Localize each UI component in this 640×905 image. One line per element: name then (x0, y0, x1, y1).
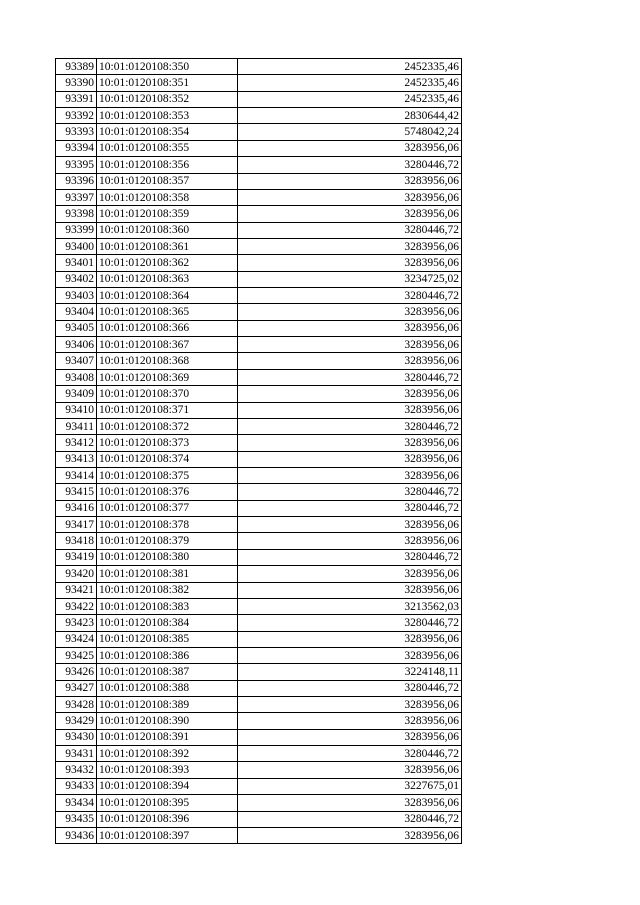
table-row (56, 517, 462, 533)
row-number-cell: 93435 (56, 811, 97, 827)
cadastral-number-cell: 10:01:0120108:388 (97, 680, 238, 696)
cadastral-number-cell: 10:01:0120108:394 (97, 778, 238, 794)
value-cell: 3283956,06 (238, 140, 462, 156)
value-cell: 3280446,72 (238, 418, 462, 434)
value-cell: 3283956,06 (238, 173, 462, 189)
row-number-cell: 93418 (56, 533, 97, 549)
cadastral-number-cell: 10:01:0120108:367 (97, 337, 238, 353)
cadastral-number-cell: 10:01:0120108:352 (97, 91, 238, 107)
cadastral-number-cell: 10:01:0120108:365 (97, 304, 238, 320)
cadastral-number-cell: 10:01:0120108:384 (97, 615, 238, 631)
row-number-cell: 93432 (56, 762, 97, 778)
value-cell: 3280446,72 (238, 157, 462, 173)
row-number-cell: 93412 (56, 435, 97, 451)
table-row (56, 729, 462, 745)
cadastral-number-cell: 10:01:0120108:396 (97, 811, 238, 827)
row-number-cell: 93428 (56, 697, 97, 713)
row-number-cell: 93417 (56, 517, 97, 533)
value-cell: 3280446,72 (238, 484, 462, 500)
table-row (56, 288, 462, 304)
cadastral-number-cell: 10:01:0120108:391 (97, 729, 238, 745)
row-number-cell: 93409 (56, 386, 97, 402)
cadastral-number-cell: 10:01:0120108:393 (97, 762, 238, 778)
cadastral-number-cell: 10:01:0120108:356 (97, 157, 238, 173)
table-row (56, 157, 462, 173)
row-number-cell: 93411 (56, 418, 97, 434)
value-cell: 3283956,06 (238, 467, 462, 483)
value-cell: 3283956,06 (238, 206, 462, 222)
value-cell: 3280446,72 (238, 222, 462, 238)
value-cell: 3283956,06 (238, 386, 462, 402)
cadastral-number-cell: 10:01:0120108:395 (97, 795, 238, 811)
cadastral-number-cell: 10:01:0120108:381 (97, 566, 238, 582)
value-cell: 3283956,06 (238, 827, 462, 843)
row-number-cell: 93393 (56, 124, 97, 140)
cadastral-number-cell: 10:01:0120108:358 (97, 189, 238, 205)
row-number-cell: 93413 (56, 451, 97, 467)
table-row (56, 435, 462, 451)
value-cell: 3283956,06 (238, 582, 462, 598)
row-number-cell: 93392 (56, 108, 97, 124)
value-cell: 3234725,02 (238, 271, 462, 287)
cadastral-number-cell: 10:01:0120108:360 (97, 222, 238, 238)
row-number-cell: 93423 (56, 615, 97, 631)
table-row (56, 615, 462, 631)
value-cell: 3227675,01 (238, 778, 462, 794)
table-row (56, 451, 462, 467)
cadastral-number-cell: 10:01:0120108:377 (97, 500, 238, 516)
table-body (56, 59, 462, 844)
value-cell: 3280446,72 (238, 288, 462, 304)
row-number-cell: 93414 (56, 467, 97, 483)
cadastral-number-cell: 10:01:0120108:382 (97, 582, 238, 598)
table-row (56, 549, 462, 565)
value-cell: 3280446,72 (238, 549, 462, 565)
table-row (56, 418, 462, 434)
row-number-cell: 93403 (56, 288, 97, 304)
row-number-cell: 93430 (56, 729, 97, 745)
table-row (56, 811, 462, 827)
cadastral-number-cell: 10:01:0120108:371 (97, 402, 238, 418)
value-cell: 3283956,06 (238, 647, 462, 663)
cadastral-number-cell: 10:01:0120108:359 (97, 206, 238, 222)
table-row (56, 631, 462, 647)
value-cell: 3283956,06 (238, 435, 462, 451)
data-table (55, 58, 462, 844)
row-number-cell: 93391 (56, 91, 97, 107)
table-row (56, 271, 462, 287)
table-row (56, 304, 462, 320)
cadastral-number-cell: 10:01:0120108:379 (97, 533, 238, 549)
value-cell: 3280446,72 (238, 500, 462, 516)
table-row (56, 778, 462, 794)
table-row (56, 75, 462, 91)
cadastral-number-cell: 10:01:0120108:386 (97, 647, 238, 663)
table-row (56, 795, 462, 811)
cadastral-number-cell: 10:01:0120108:369 (97, 369, 238, 385)
value-cell: 3283956,06 (238, 729, 462, 745)
row-number-cell: 93396 (56, 173, 97, 189)
value-cell: 3283956,06 (238, 762, 462, 778)
row-number-cell: 93421 (56, 582, 97, 598)
value-cell: 3283956,06 (238, 189, 462, 205)
value-cell: 3280446,72 (238, 369, 462, 385)
table-row (56, 337, 462, 353)
row-number-cell: 93404 (56, 304, 97, 320)
cadastral-number-cell: 10:01:0120108:390 (97, 713, 238, 729)
cadastral-number-cell: 10:01:0120108:368 (97, 353, 238, 369)
value-cell: 3283956,06 (238, 451, 462, 467)
table-row (56, 59, 462, 75)
table-row (56, 124, 462, 140)
table-row (56, 647, 462, 663)
table-row (56, 108, 462, 124)
row-number-cell: 93410 (56, 402, 97, 418)
cadastral-number-cell: 10:01:0120108:373 (97, 435, 238, 451)
cadastral-number-cell: 10:01:0120108:362 (97, 255, 238, 271)
table-row (56, 582, 462, 598)
table-row (56, 91, 462, 107)
row-number-cell: 93419 (56, 549, 97, 565)
row-number-cell: 93405 (56, 320, 97, 336)
value-cell: 3283956,06 (238, 353, 462, 369)
row-number-cell: 93415 (56, 484, 97, 500)
table-row (56, 320, 462, 336)
row-number-cell: 93426 (56, 664, 97, 680)
cadastral-number-cell: 10:01:0120108:370 (97, 386, 238, 402)
table-row (56, 386, 462, 402)
table-row (56, 140, 462, 156)
row-number-cell: 93431 (56, 746, 97, 762)
cadastral-number-cell: 10:01:0120108:380 (97, 549, 238, 565)
row-number-cell: 93408 (56, 369, 97, 385)
row-number-cell: 93429 (56, 713, 97, 729)
row-number-cell: 93436 (56, 827, 97, 843)
value-cell: 2452335,46 (238, 75, 462, 91)
value-cell: 3283956,06 (238, 255, 462, 271)
cadastral-number-cell: 10:01:0120108:363 (97, 271, 238, 287)
table-row (56, 664, 462, 680)
value-cell: 3283956,06 (238, 566, 462, 582)
value-cell: 3283956,06 (238, 795, 462, 811)
cadastral-number-cell: 10:01:0120108:357 (97, 173, 238, 189)
value-cell: 3283956,06 (238, 402, 462, 418)
cadastral-number-cell: 10:01:0120108:376 (97, 484, 238, 500)
table-row (56, 533, 462, 549)
cadastral-number-cell: 10:01:0120108:389 (97, 697, 238, 713)
row-number-cell: 93394 (56, 140, 97, 156)
table-row (56, 566, 462, 582)
cadastral-number-cell: 10:01:0120108:378 (97, 517, 238, 533)
value-cell: 2830644,42 (238, 108, 462, 124)
row-number-cell: 93389 (56, 59, 97, 75)
table-row (56, 238, 462, 254)
cadastral-number-cell: 10:01:0120108:364 (97, 288, 238, 304)
cadastral-number-cell: 10:01:0120108:372 (97, 418, 238, 434)
table-row (56, 746, 462, 762)
value-cell: 3283956,06 (238, 631, 462, 647)
row-number-cell: 93397 (56, 189, 97, 205)
table-row (56, 189, 462, 205)
row-number-cell: 93395 (56, 157, 97, 173)
row-number-cell: 93406 (56, 337, 97, 353)
value-cell: 3283956,06 (238, 517, 462, 533)
row-number-cell: 93433 (56, 778, 97, 794)
value-cell: 2452335,46 (238, 59, 462, 75)
cadastral-number-cell: 10:01:0120108:385 (97, 631, 238, 647)
cadastral-number-cell: 10:01:0120108:361 (97, 238, 238, 254)
table-row (56, 255, 462, 271)
cadastral-number-cell: 10:01:0120108:350 (97, 59, 238, 75)
row-number-cell: 93402 (56, 271, 97, 287)
row-number-cell: 93424 (56, 631, 97, 647)
cadastral-number-cell: 10:01:0120108:374 (97, 451, 238, 467)
row-number-cell: 93427 (56, 680, 97, 696)
value-cell: 3283956,06 (238, 304, 462, 320)
row-number-cell: 93398 (56, 206, 97, 222)
value-cell: 2452335,46 (238, 91, 462, 107)
table-row (56, 598, 462, 614)
cadastral-number-cell: 10:01:0120108:397 (97, 827, 238, 843)
value-cell: 3280446,72 (238, 811, 462, 827)
value-cell: 3280446,72 (238, 615, 462, 631)
table-row (56, 713, 462, 729)
value-cell: 3283956,06 (238, 337, 462, 353)
cadastral-number-cell: 10:01:0120108:353 (97, 108, 238, 124)
row-number-cell: 93390 (56, 75, 97, 91)
table-row (56, 697, 462, 713)
row-number-cell: 93401 (56, 255, 97, 271)
row-number-cell: 93416 (56, 500, 97, 516)
value-cell: 3283956,06 (238, 713, 462, 729)
row-number-cell: 93399 (56, 222, 97, 238)
value-cell: 3283956,06 (238, 533, 462, 549)
cadastral-number-cell: 10:01:0120108:354 (97, 124, 238, 140)
cadastral-number-cell: 10:01:0120108:383 (97, 598, 238, 614)
value-cell: 3283956,06 (238, 320, 462, 336)
table-row (56, 206, 462, 222)
table-row (56, 467, 462, 483)
value-cell: 3280446,72 (238, 746, 462, 762)
value-cell: 5748042,24 (238, 124, 462, 140)
value-cell: 3280446,72 (238, 680, 462, 696)
table-row (56, 402, 462, 418)
cadastral-number-cell: 10:01:0120108:366 (97, 320, 238, 336)
table-row (56, 369, 462, 385)
table-row (56, 500, 462, 516)
row-number-cell: 93425 (56, 647, 97, 663)
row-number-cell: 93400 (56, 238, 97, 254)
value-cell: 3283956,06 (238, 238, 462, 254)
value-cell: 3283956,06 (238, 697, 462, 713)
row-number-cell: 93420 (56, 566, 97, 582)
value-cell: 3213562,03 (238, 598, 462, 614)
row-number-cell: 93407 (56, 353, 97, 369)
table-row (56, 680, 462, 696)
table-row (56, 827, 462, 843)
value-cell: 3224148,11 (238, 664, 462, 680)
table-row (56, 762, 462, 778)
row-number-cell: 93422 (56, 598, 97, 614)
cadastral-number-cell: 10:01:0120108:387 (97, 664, 238, 680)
cadastral-number-cell: 10:01:0120108:351 (97, 75, 238, 91)
table-row (56, 222, 462, 238)
cadastral-number-cell: 10:01:0120108:355 (97, 140, 238, 156)
table-row (56, 173, 462, 189)
table-row (56, 484, 462, 500)
cadastral-number-cell: 10:01:0120108:375 (97, 467, 238, 483)
row-number-cell: 93434 (56, 795, 97, 811)
cadastral-number-cell: 10:01:0120108:392 (97, 746, 238, 762)
table-row (56, 353, 462, 369)
